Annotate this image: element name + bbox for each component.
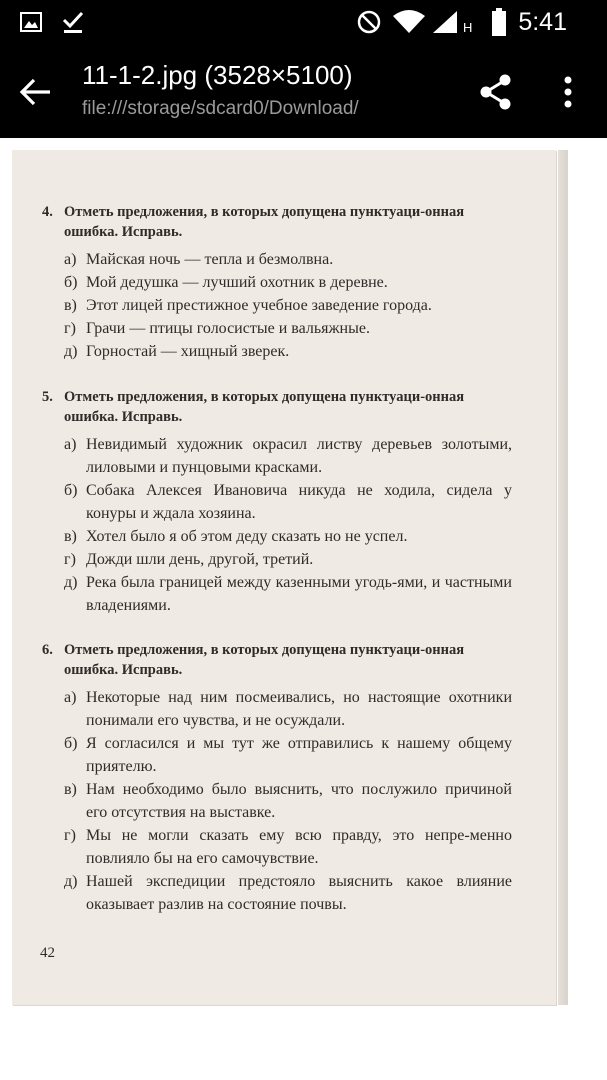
option-text: Дожди шли день, другой, третий.	[86, 551, 314, 568]
no-disturb-icon	[356, 9, 382, 40]
option	[42, 317, 512, 340]
option-text: Грачи — птицы голосистые и вальяжные.	[86, 320, 370, 337]
more-vert-icon[interactable]	[556, 74, 580, 110]
option-text: Хотел было я об этом деду сказать но не успел.	[86, 528, 408, 545]
option	[42, 248, 512, 271]
option	[42, 479, 512, 525]
option-letter: в)	[64, 528, 77, 545]
option	[42, 433, 512, 479]
option-text: Я согласился и мы тут же отправились к нашему общему приятелю.	[86, 735, 512, 775]
share-icon[interactable]	[476, 72, 516, 112]
option-text: Этот лицей престижное учебное заведение города.	[86, 297, 432, 314]
app-bar	[0, 44, 607, 138]
option	[42, 778, 512, 824]
task-4	[42, 202, 512, 363]
file-path: file:///storage/sdcard0/Download/	[82, 98, 359, 119]
task-text: Отметь предложения, в которых допущена пунктуаци-онная ошибка. Исправь.	[64, 389, 465, 425]
wifi-icon	[392, 10, 426, 39]
task-title	[42, 387, 512, 427]
option-text: Горностай — хищный зверек.	[86, 343, 290, 360]
option-letter: г)	[64, 320, 76, 337]
option-text: Мы не могли сказать ему всю правду, это непре-менно повлияло бы на его самочувствие.	[86, 827, 512, 867]
option	[42, 732, 512, 778]
option-text: Майская ночь — тепла и безмолвна.	[86, 251, 334, 268]
task-6	[42, 640, 512, 916]
option-text: Некоторые над ним посмеивались, но настоящие охотники понимали его чувства, и не осуждали.	[86, 689, 512, 729]
option-letter: г)	[64, 551, 76, 568]
battery-icon	[492, 8, 506, 41]
task-title	[42, 640, 512, 680]
task-number: 4.	[42, 204, 53, 220]
page-edge	[558, 150, 568, 1005]
task-text: Отметь предложения, в которых допущена пунктуаци-онная ошибка. Исправь.	[64, 642, 465, 678]
option-text: Собака Алексея Ивановича никуда не ходила, сидела у конуры и ждала хозяина.	[86, 482, 512, 522]
option	[42, 686, 512, 732]
task-number: 5.	[42, 389, 53, 405]
check-icon	[62, 10, 84, 39]
image-icon	[20, 12, 42, 37]
option-letter: г)	[64, 827, 76, 844]
option-letter: д)	[64, 873, 78, 890]
option-letter: б)	[64, 274, 78, 291]
task-text: Отметь предложения, в которых допущена пунктуаци-онная ошибка. Исправь.	[64, 204, 465, 240]
task-5	[42, 387, 512, 617]
option-letter: д)	[64, 574, 78, 591]
clock: 5:41	[518, 8, 567, 36]
option-text: Река была границей между казенными угодь-ями, и частными владениями.	[86, 574, 512, 614]
image-viewer[interactable]	[0, 138, 607, 1080]
task-number: 6.	[42, 642, 53, 658]
option-text: Нам необходимо было выяснить, что послужило причиной его отсутствия на выставке.	[86, 781, 512, 821]
option	[42, 294, 512, 317]
option	[42, 870, 512, 916]
option	[42, 340, 512, 363]
option-text: Нашей экспедиции предстояло выяснить какое влияние оказывает разлив на состояние почвы.	[86, 873, 512, 913]
status-bar	[0, 0, 607, 44]
document-page	[12, 150, 556, 1005]
option	[42, 571, 512, 617]
option-text: Невидимый художник окрасил листву деревьев золотыми, лиловыми и пунцовыми красками.	[86, 436, 512, 476]
option-text: Мой дедушка — лучший охотник в деревне.	[86, 274, 388, 291]
option	[42, 525, 512, 548]
option-letter: д)	[64, 343, 78, 360]
option-letter: а)	[64, 251, 77, 268]
option	[42, 271, 512, 294]
page-number: 42	[40, 945, 55, 961]
option-letter: а)	[64, 689, 77, 706]
option	[42, 548, 512, 571]
back-arrow-icon[interactable]	[18, 74, 54, 110]
option-letter: б)	[64, 482, 78, 499]
option-letter: в)	[64, 781, 77, 798]
option-letter: б)	[64, 735, 78, 752]
network-type: H	[463, 20, 473, 35]
task-title	[42, 202, 512, 242]
file-title: 11-1-2.jpg (3528×5100)	[82, 60, 353, 90]
option-letter: а)	[64, 436, 77, 453]
option-letter: в)	[64, 297, 77, 314]
signal-icon	[432, 10, 458, 39]
option	[42, 824, 512, 870]
